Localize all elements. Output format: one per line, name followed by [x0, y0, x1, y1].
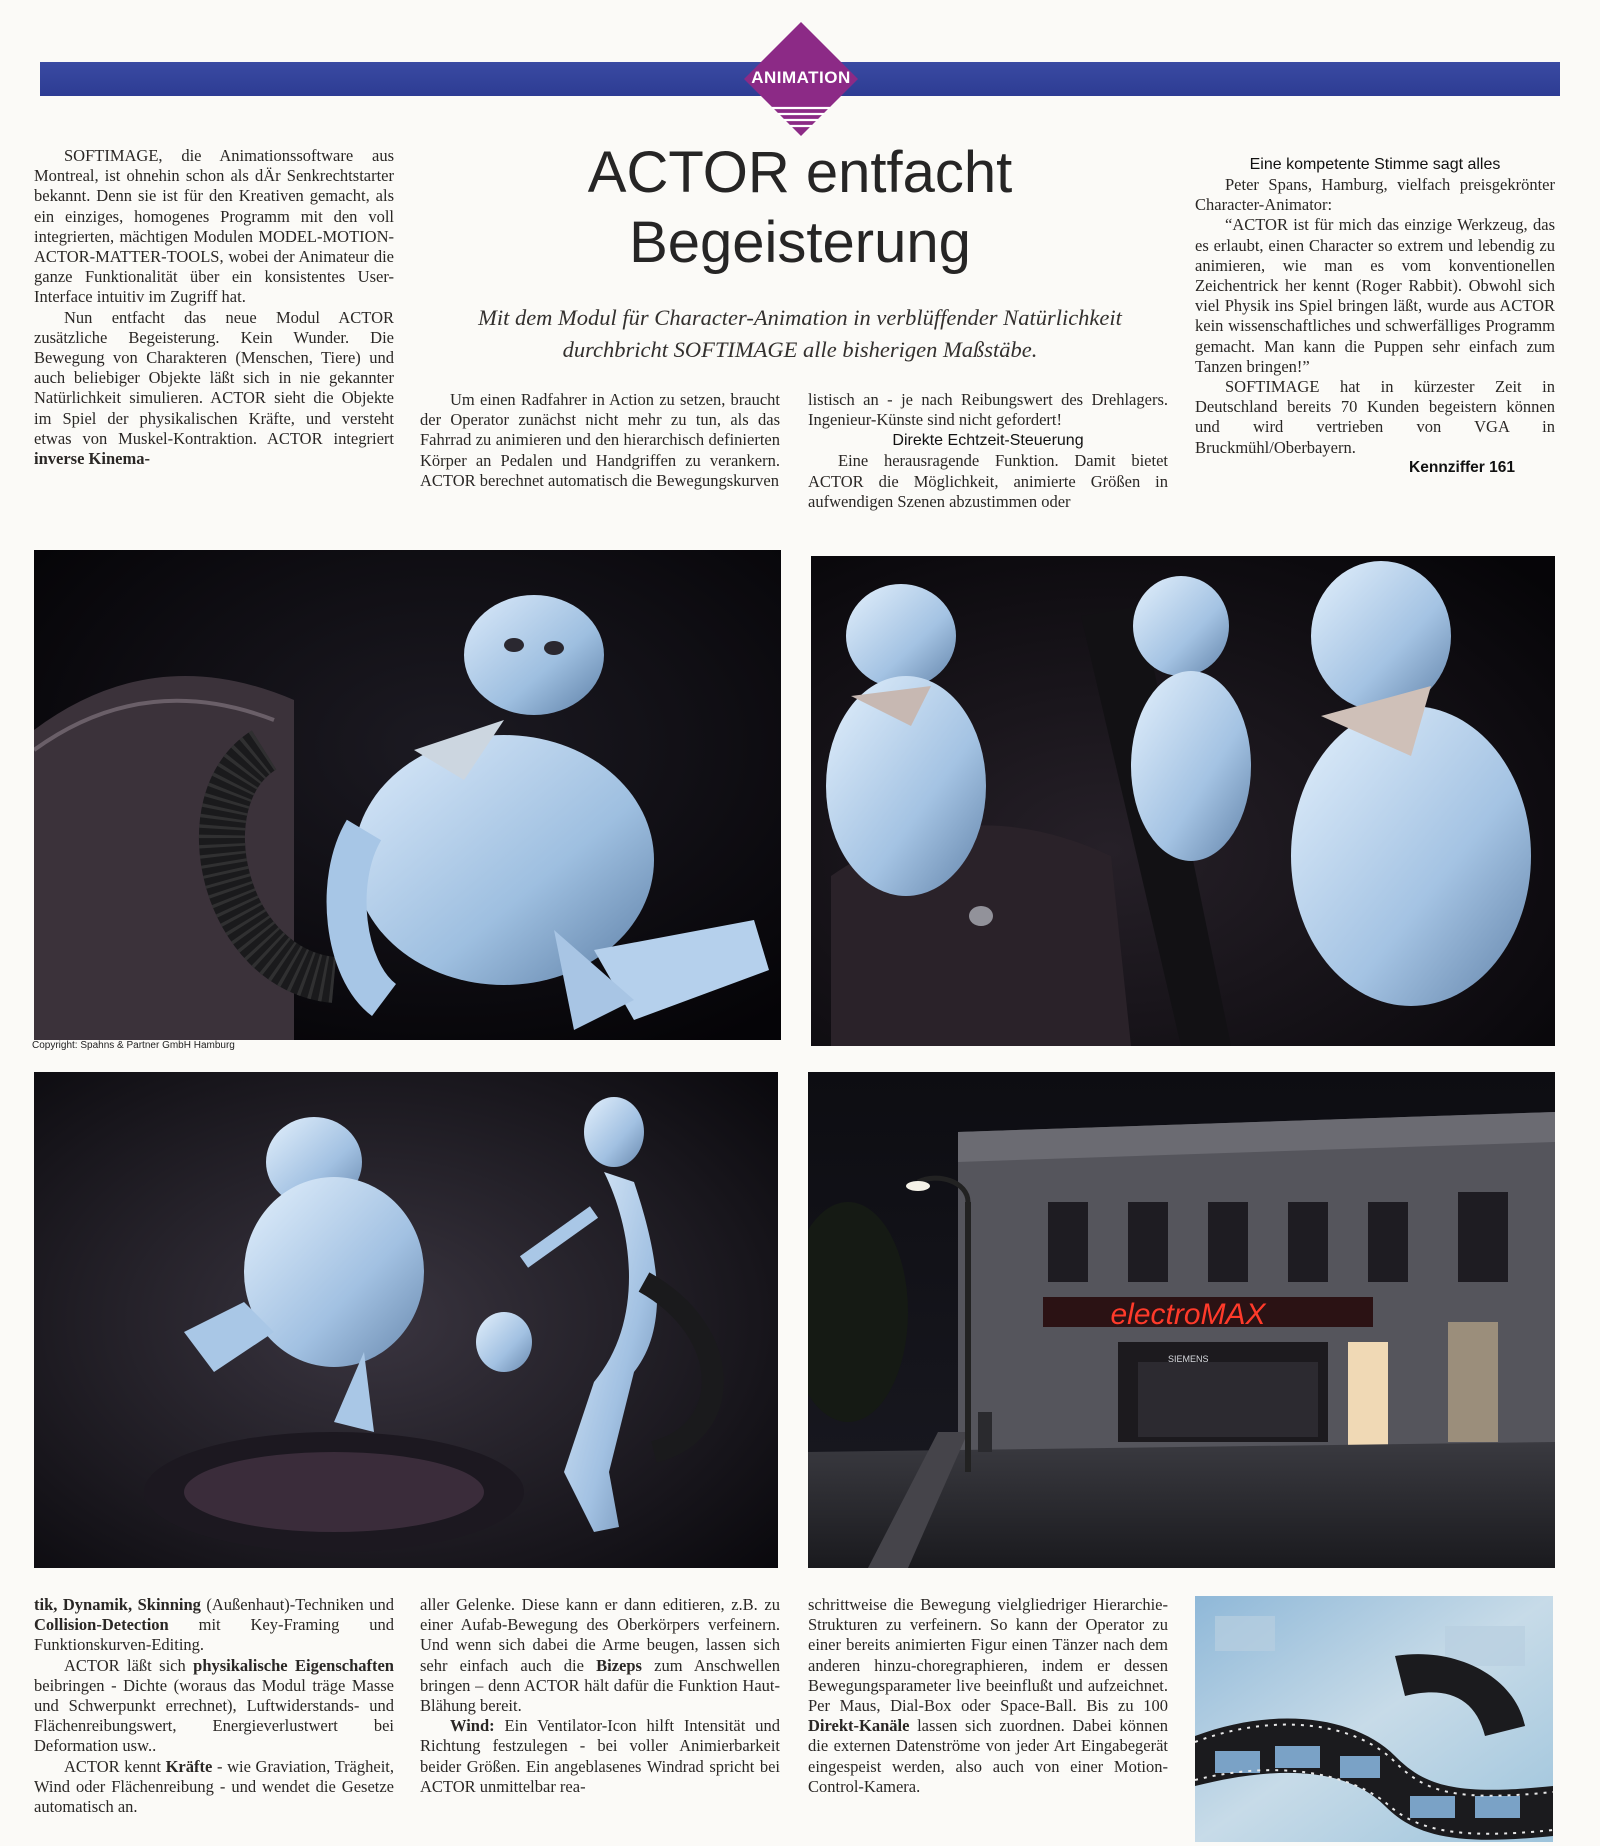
physik-paragraph: [34, 1656, 394, 1757]
storefront-sign: electroMAX: [1110, 1298, 1266, 1331]
physik-text-2: beibringen - Dichte (woraus das Modul träge Masse und Schwerpunkt errechnet), Luftwiderstands- und Flächenreibungswert, Energieverlustwert bei Deformation usw..: [34, 1675, 394, 1756]
photo-three-characters: [811, 556, 1555, 1046]
headline-line-1: ACTOR entfacht: [587, 140, 1013, 205]
character-head: [464, 595, 604, 715]
hierarchie-text-2: lassen sich zuordnen. Dabei können die externen Datenströme von jeder Art Eingabegerät eingespeist werden, also auch von einer Motion-Control-Kamera.: [808, 1716, 1168, 1796]
spans-intro-paragraph: Peter Spans, Hamburg, vielfach preisgekrönter Character-Animator:: [1195, 175, 1555, 215]
kraefte-bold: Kräfte: [165, 1756, 213, 1776]
kinematik-bold: tik, Dynamik, Skinning: [34, 1595, 201, 1614]
echtzeit-paragraph: Eine herausragende Funktion. Damit bietet ACTOR die Möglichkeit, animierte Größen in aufwendigen Szenen abzustimmen oder: [808, 451, 1168, 511]
subheadline-line-1: Mit dem Modul für Character-Animation in verblüffender Natürlichkeit: [478, 305, 1122, 330]
spans-quote-paragraph: “ACTOR ist für mich das einzige Werkzeug, das es erlaubt, einen Character so extrem und lebendig zu animieren, wie man es vom konventionellen Zeichentrick her kennt (Roger Rabbit). Obwohl sich viel Physik ins Spiel bringen läßt, wurde aus ACTOR kein wissenschaftliches und schwerfälliges Programm gemacht. Man kann die Puppen sehr einfach zum Tanzen bringen!”: [1195, 215, 1555, 376]
bottom-column-3: [808, 1595, 1168, 1797]
photo-copyright-caption: Copyright: Spahns & Partner GmbH Hamburg: [32, 1040, 235, 1051]
section-badge-label: ANIMATION: [751, 68, 851, 87]
intro-paragraph-2: [34, 308, 394, 470]
hierarchie-paragraph: [808, 1595, 1168, 1797]
photo-character-vacuum-hose: [34, 550, 781, 1040]
intro-paragraph-1: SOFTIMAGE, die Animationssoftware aus Montreal, ist ohnehin schon als dÄr Senkrechtstarter bekannt. Denn sie ist für den Kreativen gemacht, als ein einziges, homogenes Programm mit den voll integrierten, mächtigen Modulen MODEL-MOTION-ACTOR-MATTER-TOOLS, wobei der Animateur die ganze Funktionalität über ein konsistentes User-Interface intuitiv im Zugriff hat.: [34, 146, 394, 307]
bottom-column-2: [420, 1595, 780, 1797]
storefront-brand: SIEMENS: [1168, 1354, 1209, 1364]
kraefte-paragraph: [34, 1757, 394, 1818]
radfahrer-paragraph: Um einen Radfahrer in Action zu setzen, braucht der Operator zunächst nicht mehr zu tun, als das Fahrrad zu animieren und den hierarchisch definierten Körper an Pedalen und Handgriffen zu verankern. ACTOR berechnet automatisch die Bewegungskurven: [420, 390, 780, 490]
subheadline: [430, 302, 1170, 366]
direkt-kanaele-bold: Direkt-Kanäle: [808, 1716, 910, 1736]
reibungswert-paragraph: listisch an - je nach Reibungswert des Drehlagers. Ingenieur-Künste sind nicht gefordert!: [808, 390, 1168, 430]
wind-paragraph: [420, 1716, 780, 1797]
echtzeit-subheading: Direkte Echtzeit-Steuerung: [892, 432, 1084, 450]
subheadline-line-2: durchbricht SOFTIMAGE alle bisherigen Maßstäbe.: [562, 337, 1038, 362]
kompetente-stimme-subheading: Eine kompetente Stimme sagt alles: [1249, 156, 1501, 173]
intro-paragraph-2-text: Nun entfacht das neue Modul ACTOR zusätzliche Begeisterung. Kein Wunder. Die Bewegung von Charakteren (Menschen, Tiere) und auch beliebiger Objekte läßt sich in nie gekannter Natürlichkeit simulieren. ACTOR sieht die Objekte im Spiel der physikalischen Kräfte, und versteht etwas von Muskel-Kontraktion. ACTOR integriert: [34, 307, 394, 448]
collision-bold: Collision-Detection: [34, 1615, 169, 1635]
wind-text: Ein Ventilator-Icon hilft Intensität und Richtung festzulegen - bei voller Animierbarkeit beider Größen. Ein angeblasenes Windrad spricht bei ACTOR unmittelbar rea-: [420, 1716, 780, 1796]
intro-column-3: [808, 390, 1168, 512]
hierarchie-text-1: schrittweise die Bewegung vielgliedriger Hierarchie-Strukturen zu verfeinern. So kann der Operator zu einer bereits animierten Figur einen Tänzer nach dem anderen hinzu-choregraphieren, indem er dessen Bewegungsparameter live beeinflußt und aufzeichnet. Per Maus, Dial-Box oder Space-Ball. Bis zu 100: [808, 1595, 1168, 1716]
kinematik-paragraph: [34, 1595, 394, 1656]
kraefte-text-2: - wie Graviation, Trägheit, Wind oder Flächenreibung - und wendet die Gesetze automatisch an.: [34, 1756, 394, 1817]
gelenke-paragraph: [420, 1595, 780, 1716]
intro-paragraph-2-bold: inverse Kinema-: [34, 449, 150, 469]
customers-paragraph: SOFTIMAGE hat in kürzester Zeit in Deutschland bereits 70 Kunden begeistern können und wird vertrieben von VGA in Bruckmühl/Oberbayern.: [1195, 377, 1555, 457]
bizeps-bold: Bizeps: [596, 1655, 642, 1675]
intro-column-2: [420, 390, 780, 491]
photo-film-strip: [1195, 1596, 1553, 1842]
kinematik-text-2: mit Key-Framing und Funktionskurven-Editing.: [34, 1615, 394, 1655]
kinematik-text-1: (Außenhaut)-Techniken und: [200, 1595, 394, 1614]
headline-line-2: Begeisterung: [629, 210, 971, 275]
kennziffer-label: Kennziffer 161: [1409, 458, 1515, 476]
kraefte-text-1: ACTOR kennt: [64, 1756, 166, 1776]
intro-column-4: [1195, 154, 1555, 478]
bottom-column-1: [34, 1595, 394, 1817]
physik-bold: physikalische Eigenschaften: [193, 1655, 394, 1675]
gelenke-text-2: zum Anschwellen bringen – denn ACTOR hält dafür die Funktion Haut-Blähung bereit.: [420, 1655, 780, 1716]
headline: [520, 138, 1080, 278]
wind-bold: Wind:: [450, 1716, 495, 1736]
photo-dancing-characters: [34, 1072, 778, 1568]
gelenke-text-1: aller Gelenke. Diese kann er dann editieren, z.B. zu einer Aufab-Bewegung des Oberkörpers verfeinern. Und wenn sich dabei die Arme beugen, lassen sich sehr einfach auch die: [420, 1595, 780, 1675]
physik-text-1: ACTOR läßt sich: [64, 1655, 194, 1675]
intro-column-1: [34, 146, 394, 469]
photo-storefront-scene: [808, 1072, 1555, 1568]
